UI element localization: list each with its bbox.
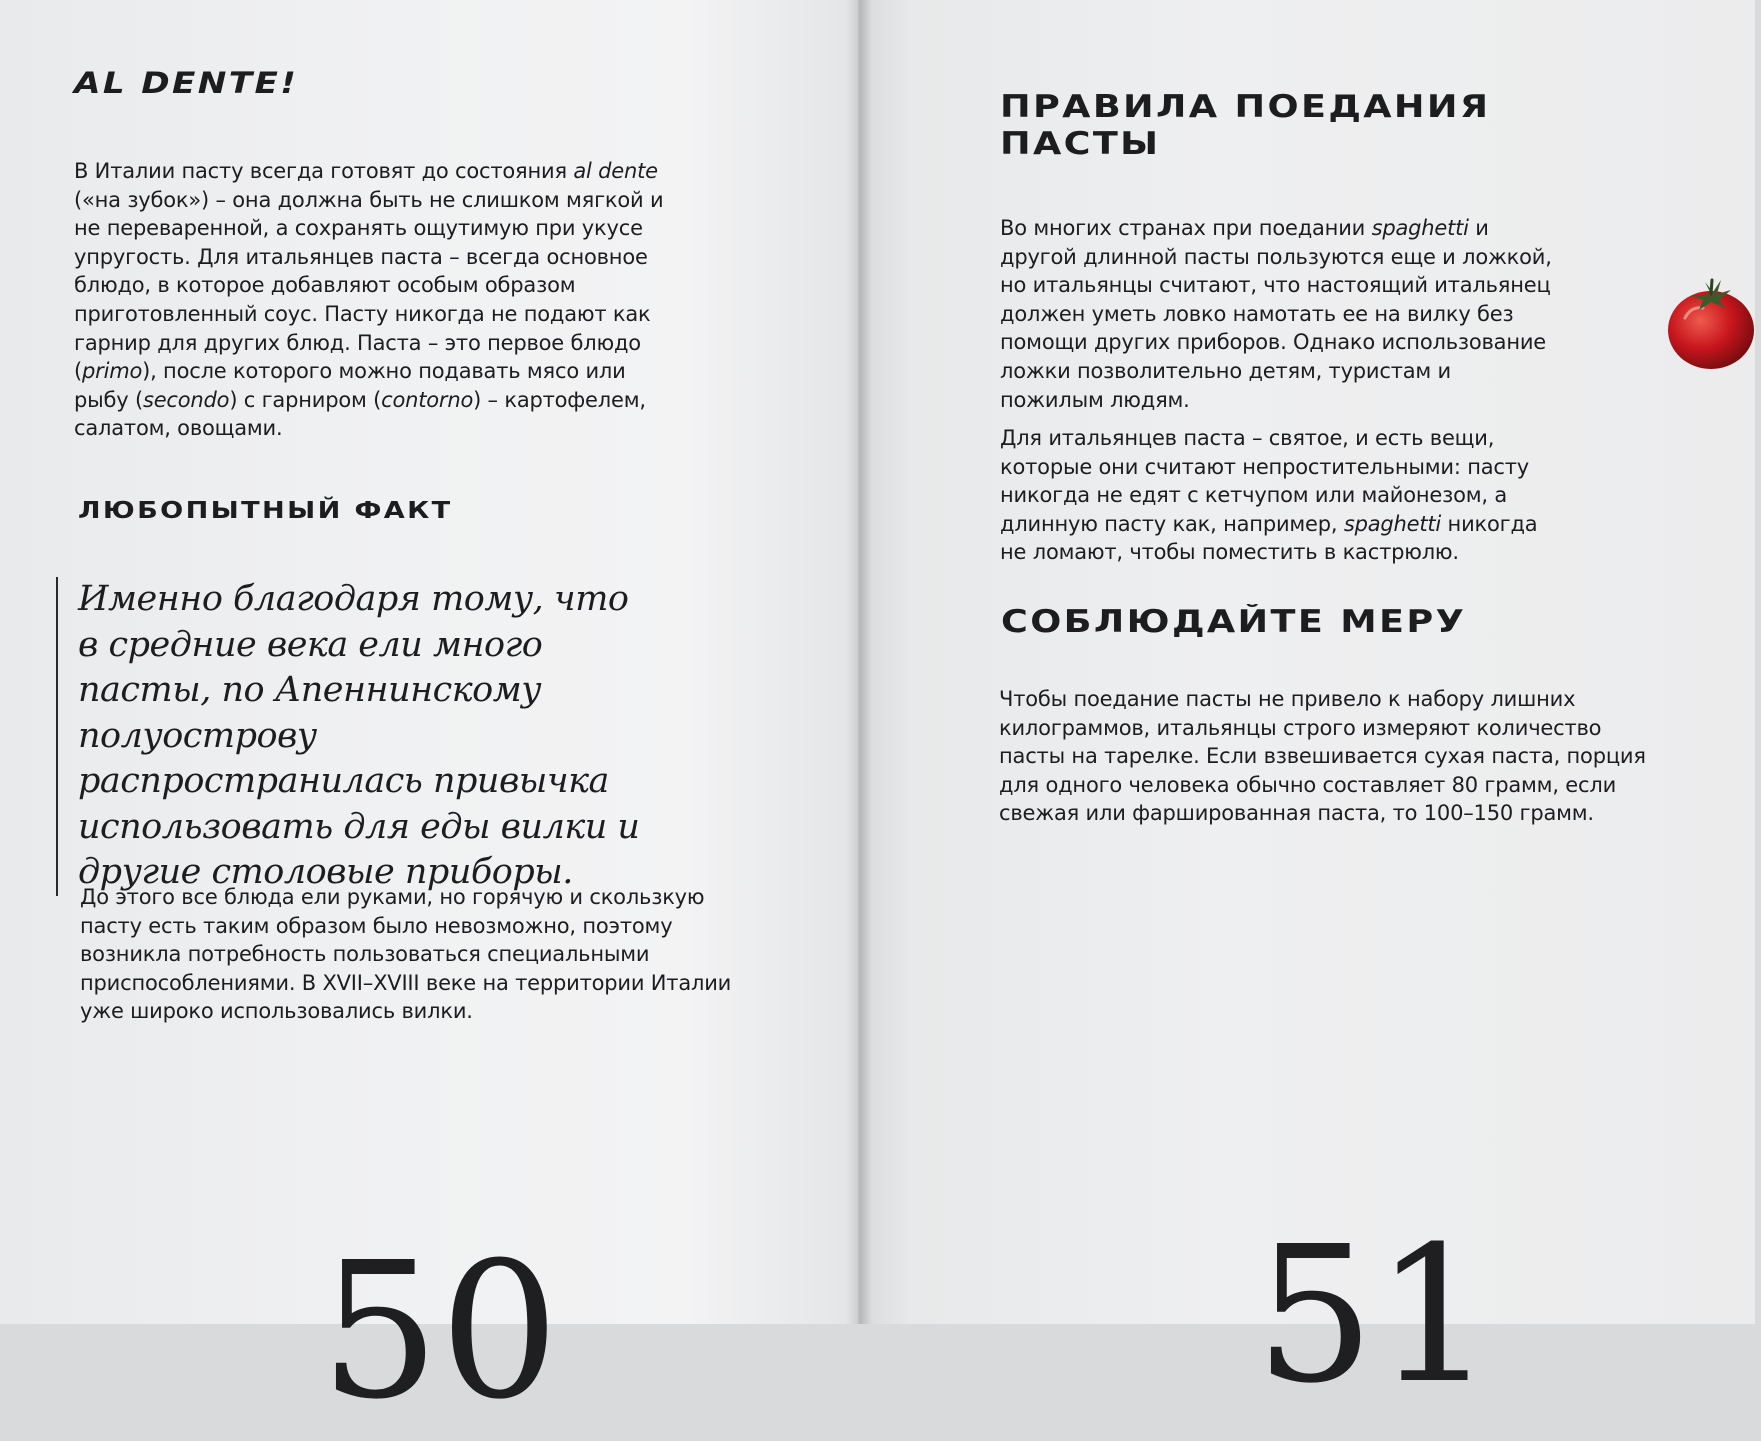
closing-paragraph: До этого все блюда ели руками, но горячую и скользкую пасту есть таким образом было невозможно, поэтому возникла потребность пользоваться специальными приспособлениями. В XVII–XVIII веке на территории Италии уже широко использовались вилки. — [80, 885, 732, 1024]
al-dente-paragraph — [74, 157, 674, 443]
text-run: Во многих странах при поедании — [1000, 216, 1372, 240]
right-page — [858, 0, 1755, 1425]
text-run: ) – картофелем, салатом, овощами. — [74, 387, 646, 441]
pull-quote: Именно благодаря тому, что в средние века ели много пасты, по Апеннинскому полуострову распространилась привычка использовать для еды вилки и другие столовые приборы. — [56, 577, 648, 896]
italic-term: spaghetti — [1343, 511, 1442, 536]
rules-paragraph-1 — [1000, 214, 1560, 414]
page-number-right: 51 — [1255, 1206, 1495, 1425]
italic-term: secondo — [142, 387, 230, 412]
text-run: ) с гарниром ( — [229, 387, 382, 412]
text-run: («на зубок») – она должна быть не слишком мягкой и не переваренной, а сохранять ощутимую при укусе упругость. Для итальянцев паста – всегда основное блюдо, в которое добавляют особым образом приготовленный соус. Пасту никогда не подают как гарнир для других блюд. Паста – это первое блюдо ( — [74, 187, 664, 384]
text-run: и другой длинной пасты пользуются еще и ложкой, но итальянцы считают, что настоящий итальянец должен уметь ловко намотать ее на вилку без помощи других приборов. Однако использование ложки позволительно детям, туристам и пожилым людям. — [1000, 216, 1552, 412]
italic-term: primo — [82, 359, 143, 384]
text-run: ), после которого можно подавать мясо или рыбу ( — [74, 359, 626, 412]
text-run: никогда не ломают, чтобы поместить в кастрюлю. — [1000, 511, 1538, 565]
book-gutter — [846, 0, 872, 1324]
rules-heading: ПРАВИЛА ПОЕДАНИЯ ПАСТЫ — [1000, 89, 1491, 162]
tomato-icon — [1661, 272, 1761, 372]
fact-heading: ЛЮБОПЫТНЫЙ ФАКТ — [78, 498, 453, 524]
page-number-left: 50 — [320, 1222, 560, 1441]
measure-heading: СОБЛЮДАЙТЕ МЕРУ — [1001, 604, 1467, 640]
italic-term: al dente — [573, 159, 658, 183]
text-run: В Италии пасту всегда готовят до состояния — [74, 159, 574, 183]
text-run: Для итальянцев паста – святое, и есть вещи, которые они считают непростительными: пасту никогда не едят с кетчупом или майонезом, а длинную пасту как, например, — [1000, 426, 1530, 536]
italic-term: contorno — [381, 387, 474, 412]
al-dente-heading: AL DENTE! — [74, 66, 299, 100]
left-page — [0, 0, 858, 1441]
measure-paragraph: Чтобы поедание пасты не привело к набору лишних килограммов, итальянцы строго измеряют количество пасты на тарелке. Если взвешивается сухая паста, порция для одного человека обычно составляет 80 грамм, если свежая или фаршированная паста, то 100–150 грамм. — [999, 687, 1646, 826]
italic-term: spaghetti — [1371, 216, 1469, 240]
rules-paragraph-2 — [1000, 424, 1560, 567]
